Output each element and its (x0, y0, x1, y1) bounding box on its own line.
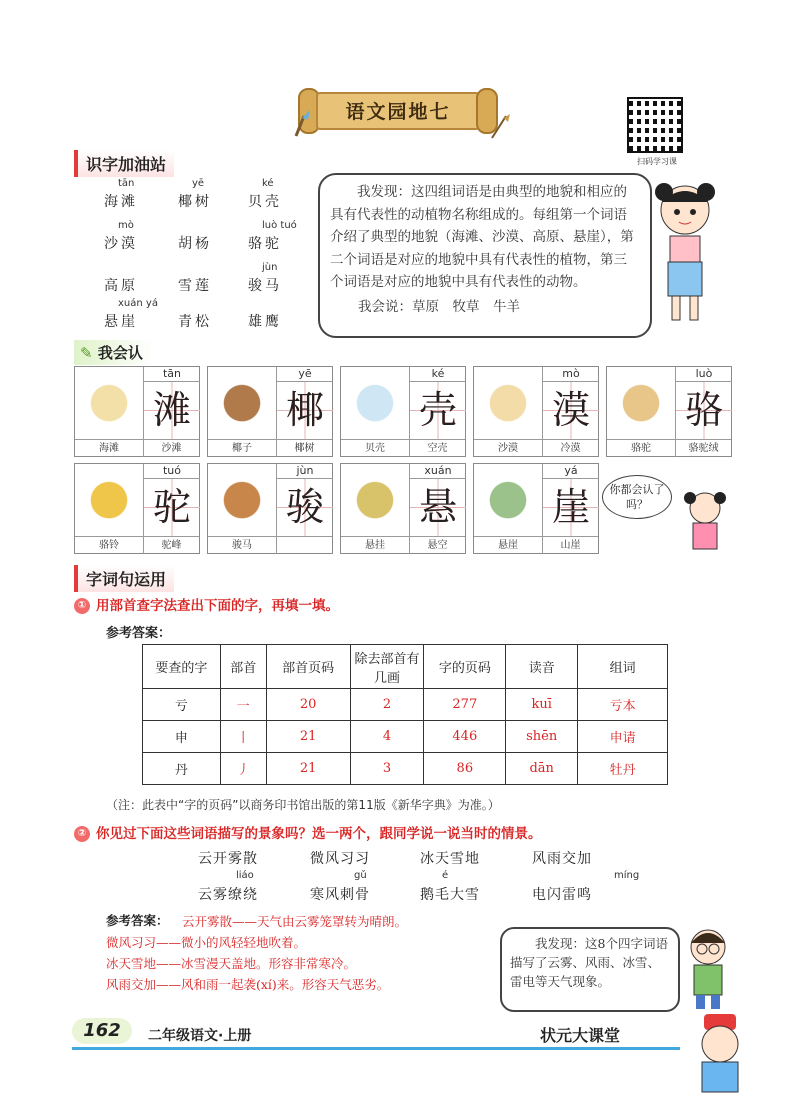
table-row (143, 721, 668, 753)
char-glyph: 滩 (144, 382, 200, 439)
page-number: 162 (72, 1018, 132, 1044)
char-glyph: 椰 (277, 382, 333, 439)
task-number-icon: ② (74, 826, 90, 842)
idiom-item: 云开雾散 (198, 851, 258, 867)
idioms-row-1 (198, 848, 638, 868)
task1-title (74, 594, 339, 614)
char-glyph: 漠 (543, 382, 599, 439)
girl-illustration (650, 170, 720, 330)
char-card (207, 366, 333, 457)
table-header-row (143, 645, 668, 689)
table-cell: 牡丹 (578, 753, 668, 785)
word-text: 贝壳 (248, 194, 282, 210)
table-cell: 亏 (143, 689, 221, 721)
task2-ref: 参考答案： (106, 913, 169, 928)
card-picture (476, 466, 540, 528)
word-text: 骏马 (248, 278, 282, 294)
section-title-recognize (74, 340, 153, 365)
card-caption-2: 山崖 (542, 536, 598, 554)
radical-table (142, 644, 668, 785)
table-header-cell: 部首页码 (266, 645, 350, 689)
table-cell: 丹 (143, 753, 221, 785)
card-caption-2: 空壳 (409, 439, 465, 457)
card-caption-1: 骏马 (208, 536, 276, 554)
table-cell: 丿 (220, 753, 266, 785)
word-pinyin: luò tuó (262, 220, 297, 231)
qr-label: 扫码学习课 (637, 157, 677, 166)
unit-title: 语文园地七 (345, 101, 451, 123)
word-text: 沙漠 (104, 236, 138, 252)
table-cell: 4 (350, 721, 424, 753)
char-card (74, 463, 200, 554)
word-pinyin: ké (262, 178, 274, 189)
word-item (178, 220, 212, 253)
idiom-text: 鹅毛大雪 (420, 887, 480, 903)
word-text: 青松 (178, 314, 212, 330)
word-item (178, 262, 212, 295)
table-cell: 一 (220, 689, 266, 721)
table-header-cell: 除去部首有几画 (350, 645, 424, 689)
char-card (74, 366, 200, 457)
word-text: 骆驼 (248, 236, 282, 252)
table-header-cell: 部首 (220, 645, 266, 689)
word-pinyin: tān (118, 178, 135, 189)
answer-line: 云开雾散——天气由云雾笼罩转为晴朗。 (182, 914, 408, 929)
task2-title (74, 822, 542, 842)
discovery-said: 我会说：草原 牧草 牛羊 (358, 298, 520, 315)
word-item (104, 298, 158, 331)
word-text: 悬崖 (104, 314, 138, 330)
idiom-pinyin: liáo (236, 870, 254, 881)
char-glyph: 悬 (410, 479, 466, 536)
card-caption-2: 悬空 (409, 536, 465, 554)
card-picture (343, 466, 407, 528)
char-box (143, 464, 199, 536)
char-pinyin: yá (543, 464, 599, 479)
char-box (276, 367, 332, 439)
table-header-cell: 读音 (506, 645, 578, 689)
card-caption-2: 沙滩 (143, 439, 199, 457)
answer-list (106, 911, 496, 995)
word-text: 高原 (104, 278, 138, 294)
char-box (409, 367, 465, 439)
word-pinyin: jùn (262, 262, 278, 273)
card-caption-1: 椰子 (208, 439, 276, 457)
brush-icon (292, 108, 314, 138)
table-row (143, 689, 668, 721)
char-pinyin: luò (676, 367, 732, 382)
char-card (207, 463, 333, 554)
card-caption-2 (276, 536, 332, 554)
quill-icon (490, 112, 512, 140)
word-pinyin (178, 262, 212, 275)
word-item (104, 262, 138, 295)
char-box (542, 367, 598, 439)
word-pinyin (178, 220, 212, 233)
card-caption-2: 椰树 (276, 439, 332, 457)
char-box (542, 464, 598, 536)
char-glyph: 崖 (543, 479, 599, 536)
idioms-row-2 (198, 870, 638, 904)
card-picture (609, 369, 673, 431)
discovery-bubble (318, 173, 652, 338)
book-title: 二年级语文·上册 (148, 1028, 252, 1044)
word-pinyin (104, 262, 138, 275)
char-pinyin: yē (277, 367, 333, 382)
card-caption-1: 悬挂 (341, 536, 409, 554)
word-item (248, 178, 282, 211)
char-box (675, 367, 731, 439)
card-picture (210, 466, 274, 528)
unit-banner (298, 88, 498, 134)
section-title-literacy: 识字加油站 (74, 150, 174, 177)
table-note: （注：此表中“字的页码”以商务印书馆出版的第11版《新华字典》为准。） (106, 798, 500, 812)
answer-line: 微风习习——微小的风轻轻地吹着。 (106, 935, 307, 950)
kid-illustration (680, 488, 730, 554)
qr-code[interactable] (627, 97, 683, 153)
table-cell: 申 (143, 721, 221, 753)
char-card (473, 463, 599, 554)
word-item (248, 298, 282, 331)
word-item (178, 178, 212, 211)
card-picture (476, 369, 540, 431)
answer-line: 冰天雪地——冰雪漫天盖地。形容非常寒冷。 (106, 956, 357, 971)
char-glyph: 骆 (676, 382, 732, 439)
card-caption-1: 骆驼 (607, 439, 675, 457)
char-pinyin: mò (543, 367, 599, 382)
idiom-text: 云雾缭绕 (198, 887, 258, 903)
word-item (248, 262, 282, 295)
char-pinyin: tuó (144, 464, 200, 479)
footer-divider (72, 1047, 680, 1050)
task2-text: 你见过下面这些词语描写的景象吗？选一两个，跟同学说一说当时的情景。 (96, 826, 542, 842)
table-header-cell: 字的页码 (424, 645, 506, 689)
char-card (340, 463, 466, 554)
word-grid (104, 178, 304, 338)
char-pinyin: ké (410, 367, 466, 382)
char-glyph: 壳 (410, 382, 466, 439)
discovery2-bubble (500, 927, 680, 1012)
card-caption-1: 沙漠 (474, 439, 542, 457)
char-glyph: 骏 (277, 479, 333, 536)
card-caption-1: 贝壳 (341, 439, 409, 457)
word-item (104, 178, 138, 211)
card-caption-2: 驼峰 (143, 536, 199, 554)
table-cell: dān (506, 753, 578, 785)
card-caption-1: 海滩 (75, 439, 143, 457)
card-picture (210, 369, 274, 431)
kid-thought-bubble: 你都会认了吗？ (602, 475, 672, 519)
idiom-item (310, 870, 370, 904)
table-cell: 21 (266, 753, 350, 785)
char-card (340, 366, 466, 457)
idiom-item: 风雨交加 (532, 851, 592, 867)
mascot-illustration (690, 1010, 750, 1100)
char-pinyin: jùn (277, 464, 333, 479)
word-pinyin: yē (192, 178, 205, 189)
table-cell: 446 (424, 721, 506, 753)
char-box (276, 464, 332, 536)
idiom-pinyin: míng (614, 870, 640, 881)
task-number-icon: ① (74, 598, 90, 614)
idiom-text: 寒风刺骨 (310, 887, 370, 903)
word-text: 雄鹰 (248, 314, 282, 330)
idiom-pinyin: é (442, 870, 449, 881)
char-card (473, 366, 599, 457)
word-pinyin: mò (118, 220, 134, 231)
word-item (104, 220, 138, 253)
table-cell: 丨 (220, 721, 266, 753)
section-title-usage: 字词句运用 (74, 565, 174, 592)
discovery2-text: 我发现：这8个四字词语描写了云雾、风雨、冰雪、雷电等天气现象。 (510, 936, 668, 989)
table-header-cell: 组词 (578, 645, 668, 689)
card-caption-1: 悬崖 (474, 536, 542, 554)
brand-name: 状元大课堂 (540, 1026, 621, 1045)
idiom-item: 冰天雪地 (420, 851, 480, 867)
card-picture (77, 369, 141, 431)
table-cell: 277 (424, 689, 506, 721)
pencil-icon: ✎ (80, 344, 93, 362)
word-pinyin: xuán yá (118, 298, 158, 309)
word-pinyin (178, 298, 212, 311)
table-cell: 21 (266, 721, 350, 753)
char-card (606, 366, 732, 457)
table-cell: 20 (266, 689, 350, 721)
char-pinyin: tān (144, 367, 200, 382)
idiom-item (532, 870, 639, 904)
table-cell: shēn (506, 721, 578, 753)
idiom-pinyin: gǔ (354, 870, 367, 881)
boy-illustration (684, 925, 732, 1011)
char-pinyin: xuán (410, 464, 466, 479)
card-caption-2: 冷漠 (542, 439, 598, 457)
table-cell: 86 (424, 753, 506, 785)
table-cell: 亏本 (578, 689, 668, 721)
task1-ref: 参考答案： (106, 626, 172, 641)
table-cell: kuī (506, 689, 578, 721)
char-box (143, 367, 199, 439)
table-cell: 2 (350, 689, 424, 721)
idiom-text: 电闪雷鸣 (532, 887, 592, 903)
card-caption-2: 骆驼绒 (675, 439, 731, 457)
word-text: 胡杨 (178, 236, 212, 252)
answer-line: 风雨交加——风和雨一起袭(xí)来。形容天气恶劣。 (106, 977, 390, 992)
card-picture (343, 369, 407, 431)
idiom-item: 微风习习 (310, 851, 370, 867)
char-box (409, 464, 465, 536)
table-header-cell: 要查的字 (143, 645, 221, 689)
idiom-item (420, 870, 480, 904)
card-picture (77, 466, 141, 528)
table-cell: 申请 (578, 721, 668, 753)
discovery-text: 我发现：这四组词语是由典型的地貌和相应的具有代表性的动植物名称组成的。每组第一个词语介绍了典型的地貌（海滩、沙漠、高原、悬崖），第二个词语是对应的地貌中具有代表性的植物，第三个词语是对应的地貌中具有代表性的动物。 (330, 184, 634, 290)
word-text: 海滩 (104, 194, 138, 210)
card-caption-1: 骆铃 (75, 536, 143, 554)
idiom-item (198, 870, 258, 904)
word-item (178, 298, 212, 331)
word-text: 雪莲 (178, 278, 212, 294)
char-glyph: 驼 (144, 479, 200, 536)
table-cell: 3 (350, 753, 424, 785)
word-text: 椰树 (178, 194, 212, 210)
section-title-recognize-label: 我会认 (97, 344, 143, 362)
task1-text: 用部首查字法查出下面的字，再填一填。 (96, 598, 339, 614)
table-row (143, 753, 668, 785)
word-item (248, 220, 297, 253)
word-pinyin (248, 298, 282, 311)
